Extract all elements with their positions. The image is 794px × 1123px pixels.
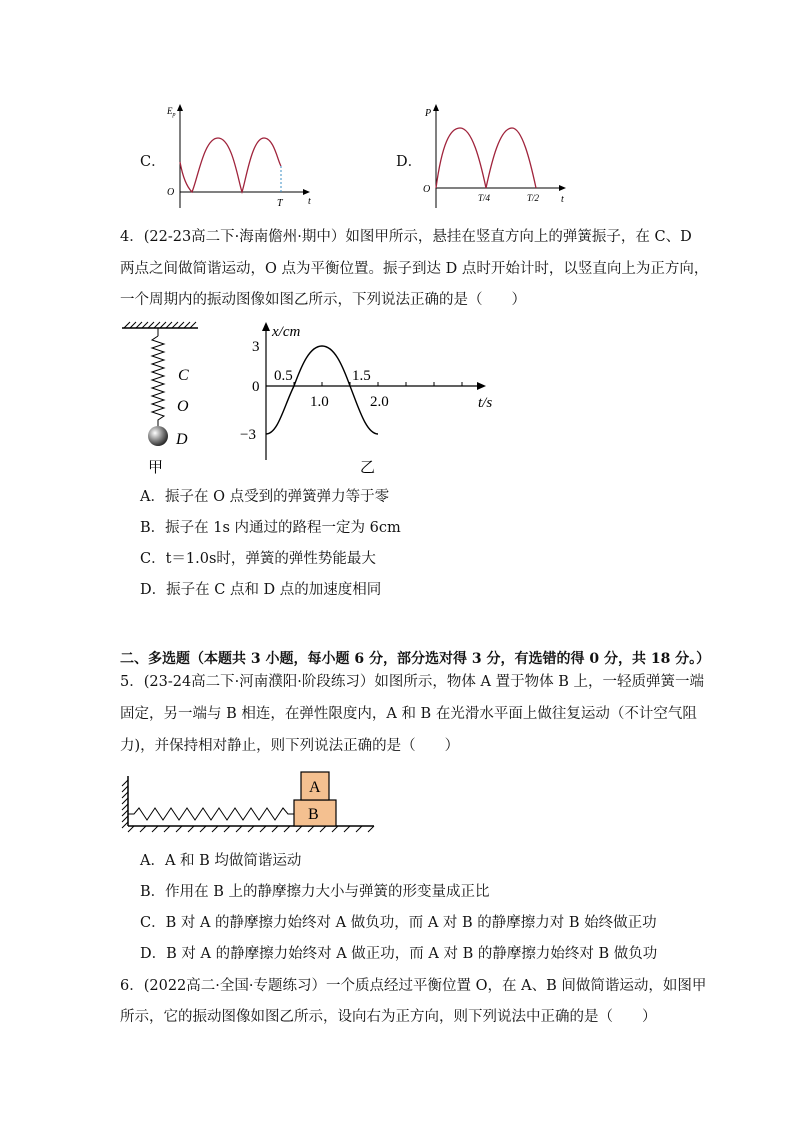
block-b-label: B	[308, 806, 319, 823]
y-axis-label: x/cm	[272, 324, 301, 340]
x-axis-label: t/s	[478, 395, 493, 411]
q4-option-c[interactable]: C．t＝1.0s时，弹簧的弹性势能最大	[140, 551, 376, 567]
block-a-label: A	[309, 779, 321, 796]
x-tick-1.0: 1.0	[310, 394, 329, 410]
q4-stem-line3: 一个周期内的振动图像如图乙所示，下列说法正确的是（ ）	[120, 292, 526, 308]
section-2-title: 二、多选题（本题共 3 小题，每小题 6 分，部分选对得 3 分，有选错的得 0 分，共 18 分。）	[120, 651, 711, 667]
d-origin: O	[423, 184, 431, 195]
q5-option-c[interactable]: C．B 对 A 的静摩擦力始终对 A 做负功，而 A 对 B 的静摩擦力对 B 始终做正功	[140, 915, 657, 931]
d-T2-tick: T/2	[527, 193, 540, 203]
q5-option-a[interactable]: A．A 和 B 均做简谐运动	[140, 853, 302, 869]
q4-stem-line1: 4．(22-23高二下·海南儋州·期中）如图甲所示，悬挂在竖直方向上的弹簧振子，在 C、D	[120, 229, 692, 245]
y-tick-0: 0	[252, 379, 260, 395]
x-tick-2.0: 2.0	[370, 394, 389, 410]
caption-yi: 乙	[360, 460, 376, 476]
q5-stem-line1: 5．(23-24高二下·河南濮阳·阶段练习）如图所示，物体 A 置于物体 B 上，一轻质弹簧一端	[120, 674, 704, 690]
d-ylabel: P	[425, 108, 432, 119]
option-c-label: C．	[140, 154, 166, 170]
q4-option-b[interactable]: B．振子在 1s 内通过的路程一定为 6cm	[140, 520, 401, 536]
q4-vibration-graph	[236, 318, 506, 478]
c-ylabel: $E_p$	[167, 106, 176, 118]
q6-stem-line1: 6．(2022高二·全国·专题练习）一个质点经过平衡位置 O，在 A、B 间做简谐运动，如图甲	[120, 978, 707, 994]
q5-stem-line3: 力)，并保持相对静止，则下列说法正确的是（ ）	[120, 738, 460, 754]
y-tick-neg3: −3	[240, 427, 256, 443]
label-O: O	[177, 398, 189, 415]
q5-option-b[interactable]: B．作用在 B 上的静摩擦力大小与弹簧的形变量成正比	[140, 884, 490, 900]
q5-block-spring-figure	[118, 768, 378, 836]
label-D: D	[176, 431, 188, 448]
oscillator-ball	[148, 426, 168, 446]
caption-jia: 甲	[148, 460, 164, 476]
x-tick-0.5: 0.5	[274, 368, 293, 384]
q4-stem-line2: 两点之间做简谐运动，O 点为平衡位置。振子到达 D 点时开始计时，以竖直向上为正方向，	[120, 261, 709, 277]
q4-option-d[interactable]: D．振子在 C 点和 D 点的加速度相同	[140, 582, 382, 598]
option-c-graph	[160, 100, 320, 212]
q6-stem-line2: 所示，它的振动图像如图乙所示，设向右为正方向，则下列说法中正确的是（ ）	[120, 1009, 657, 1025]
y-tick-3: 3	[252, 339, 260, 355]
q5-option-d[interactable]: D．B 对 A 的静摩擦力始终对 A 做正功，而 A 对 B 的静摩擦力始终对 B 做负功	[140, 946, 658, 962]
c-T-tick: T	[277, 198, 283, 209]
q4-option-a[interactable]: A．振子在 O 点受到的弹簧弹力等于零	[140, 489, 390, 505]
c-origin: O	[167, 187, 175, 198]
option-d-label: D．	[396, 154, 423, 170]
option-d-graph	[416, 100, 576, 212]
d-T4-tick: T/4	[478, 193, 491, 203]
d-t-axis: t	[561, 194, 564, 205]
q5-stem-line2: 固定，另一端与 B 相连，在弹性限度内，A 和 B 在光滑水平面上做往复运动（不计空气阻	[120, 706, 697, 722]
q4-spring-figure	[118, 320, 228, 480]
c-t-axis: t	[308, 196, 311, 207]
label-C: C	[178, 367, 189, 384]
x-tick-1.5: 1.5	[352, 368, 371, 384]
